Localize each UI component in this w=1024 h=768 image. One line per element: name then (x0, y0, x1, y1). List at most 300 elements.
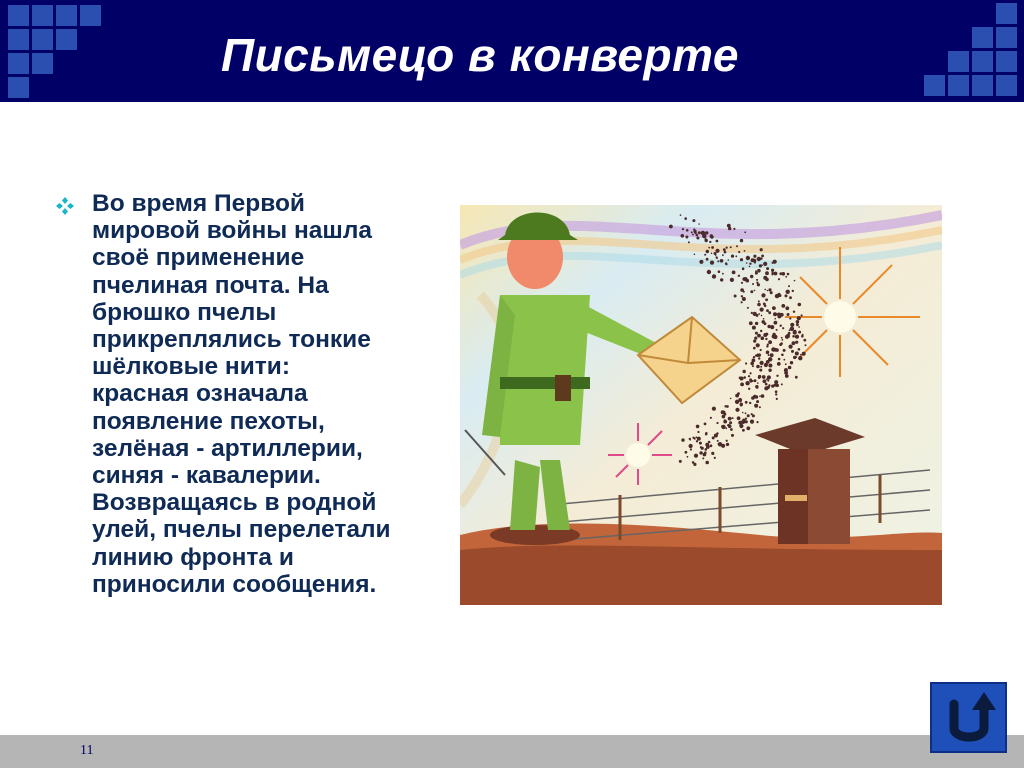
bee-dot (721, 410, 725, 414)
bee-dot (708, 247, 710, 249)
bee-dot (706, 258, 709, 261)
bee-dot (720, 259, 724, 263)
bee-dot (717, 260, 719, 262)
bee-dot (750, 362, 754, 366)
bee-dot (762, 320, 766, 324)
bee-dot (763, 318, 765, 320)
bee-dot (760, 361, 764, 365)
bee-dot (744, 250, 746, 252)
bee-dot (728, 227, 731, 230)
bee-dot (730, 278, 734, 282)
bee-dot (711, 452, 714, 455)
text-line: улей, пчелы перелетали (92, 516, 391, 544)
bee-dot (768, 288, 771, 291)
bee-dot (782, 339, 784, 341)
bee-dot (763, 333, 767, 337)
bee-dot (698, 231, 701, 234)
bee-dot (785, 363, 787, 365)
bee-dot (708, 441, 711, 444)
bee-dot (750, 275, 753, 278)
bee-dot (714, 457, 716, 459)
bee-dot (768, 384, 770, 386)
bee-dot (743, 376, 746, 379)
bee-dot (731, 434, 734, 437)
bee-dot (751, 312, 753, 314)
bee-dot (784, 371, 788, 375)
bee-dot (688, 241, 690, 243)
bee-dot (722, 415, 726, 419)
bee-dot (749, 266, 751, 268)
bee-dot (696, 234, 699, 237)
bee-dot (709, 241, 711, 243)
bee-dot (765, 271, 769, 275)
bee-dot (798, 303, 802, 307)
bee-dot (727, 424, 729, 426)
bee-dot (790, 327, 794, 331)
bee-dot (710, 261, 714, 265)
bee-dot (741, 301, 743, 303)
bee-dot (726, 247, 728, 249)
decor-tile (972, 51, 993, 72)
bee-dot (694, 254, 696, 256)
bee-dot (788, 332, 791, 335)
bee-dot (781, 304, 785, 308)
bee-dot (760, 349, 762, 351)
bee-dot (740, 258, 743, 261)
bee-dot (701, 231, 705, 235)
bee-dot (748, 375, 750, 377)
text-line: шёлковые нити: (92, 353, 291, 381)
bee-dot (753, 340, 756, 343)
bee-dot (755, 385, 758, 388)
bee-dot (790, 361, 793, 364)
bee-dot (694, 231, 697, 234)
bee-dot (692, 234, 694, 236)
bee-dot (758, 376, 761, 379)
bee-dot (778, 294, 781, 297)
bee-dot (787, 313, 790, 316)
bee-dot (783, 359, 785, 361)
decor-tile (996, 51, 1017, 72)
decor-tile (972, 75, 993, 96)
text-line: своё применение (92, 244, 305, 272)
text-line: прикреплялись тонкие (92, 326, 371, 354)
bee-dot (764, 386, 768, 390)
bee-dot (741, 282, 743, 284)
bee-dot (749, 263, 751, 265)
bee-dot (768, 354, 770, 356)
bee-dot (746, 426, 750, 430)
bee-dot (772, 333, 775, 336)
bee-dot (697, 431, 699, 433)
bee-dot (775, 390, 778, 393)
bee-dot (795, 352, 799, 356)
bee-dot (694, 454, 698, 458)
bee-dot (751, 413, 753, 415)
bee-dot (712, 436, 715, 439)
bee-dot (716, 422, 718, 424)
bee-dot (755, 270, 757, 272)
bee-dot (749, 321, 753, 325)
bee-dot (767, 379, 769, 381)
bee-dot (704, 423, 707, 426)
bee-dot (775, 382, 777, 384)
bee-dot (757, 269, 761, 273)
text-line: приносили сообщения. (92, 570, 377, 598)
bee-dot (742, 297, 746, 301)
bee-dot (740, 383, 744, 387)
bee-dot (761, 336, 765, 340)
bee-dot (792, 335, 795, 338)
bee-dot (706, 250, 709, 253)
bee-dot (768, 364, 772, 368)
bee-dot (764, 289, 766, 291)
bee-dot (766, 267, 769, 270)
bee-dot (791, 350, 794, 353)
bee-dot (798, 326, 800, 328)
bee-dot (768, 311, 771, 314)
bee-dot (749, 402, 751, 404)
bee-dot (758, 357, 760, 359)
bee-dot (745, 412, 747, 414)
bee-dot (692, 437, 694, 439)
bee-dot (679, 460, 682, 463)
bee-dot (792, 341, 796, 345)
bee-dot (771, 385, 774, 388)
bee-dot (714, 434, 718, 438)
bee-dot (761, 394, 765, 398)
bee-dot (798, 348, 801, 351)
bee-dot (761, 315, 763, 317)
bee-dot (737, 392, 740, 395)
bee-dot (732, 417, 734, 419)
bee-dot (704, 451, 707, 454)
bee-dot (690, 448, 692, 450)
bee-dot (711, 253, 713, 255)
bee-dot (771, 269, 774, 272)
bee-dot (803, 339, 806, 342)
bee-dot (778, 358, 781, 361)
bee-dot (779, 343, 782, 346)
bee-dot (768, 340, 772, 344)
bee-dot (696, 440, 698, 442)
bee-dot (795, 376, 798, 379)
bee-dot (757, 257, 761, 261)
bee-dot (697, 437, 701, 441)
bee-dot (728, 259, 730, 261)
bee-dot (681, 438, 684, 441)
bee-dot (756, 279, 758, 281)
bee-dot (772, 306, 776, 310)
bee-dot (766, 351, 770, 355)
bee-dot (696, 237, 699, 240)
bee-dot (781, 337, 783, 339)
bee-dot (759, 369, 762, 372)
bee-dot (716, 257, 718, 259)
bee-dot (699, 442, 702, 445)
bee-dot (756, 343, 760, 347)
bee-dot (767, 290, 769, 292)
bee-dot (705, 448, 708, 451)
bee-dot (730, 398, 732, 400)
bee-dot (756, 400, 759, 403)
bee-dot (789, 296, 792, 299)
bee-dot (712, 407, 716, 411)
bee-dot (773, 260, 777, 264)
decor-tile (8, 5, 29, 26)
bee-dot (685, 451, 688, 454)
bee-dot (695, 436, 697, 438)
bee-dot (752, 365, 754, 367)
four-diamond-bullet-icon (55, 196, 75, 216)
page-number: 11 (80, 743, 94, 758)
bee-dot (776, 375, 778, 377)
bee-dot (789, 317, 791, 319)
bee-dot (754, 404, 757, 407)
bee-dot (752, 283, 754, 285)
bee-dot (728, 417, 732, 421)
bee-dot (702, 457, 704, 459)
bee-dot (740, 404, 743, 407)
bee-dot (740, 401, 742, 403)
bee-dot (736, 245, 738, 247)
text-line: зелёная - артиллерии, (92, 434, 363, 462)
bee-dot (741, 295, 743, 297)
bee-dot (760, 330, 762, 332)
decor-tile (972, 27, 993, 48)
bee-dot (726, 440, 728, 442)
bee-dot (716, 240, 719, 243)
bee-dot (772, 274, 774, 276)
bee-dot (740, 377, 744, 381)
bee-dot (721, 425, 725, 429)
text-line: Во время Первой (92, 190, 305, 217)
bee-dot (723, 420, 727, 424)
bee-dot (760, 366, 762, 368)
bee-dot (698, 223, 700, 225)
bee-dot (759, 406, 761, 408)
bee-dot (758, 300, 760, 302)
bee-dot (756, 314, 759, 317)
bee-dot (781, 383, 783, 385)
bee-dot (742, 429, 745, 432)
bee-dot (755, 332, 758, 335)
text-line: линию фронта и (92, 543, 294, 571)
bee-dot (761, 264, 763, 266)
bee-dot (787, 273, 790, 276)
bee-dot (745, 401, 748, 404)
bee-dot (715, 249, 719, 253)
bee-dot (802, 352, 806, 356)
bee-dot (718, 270, 721, 273)
bee-dot (681, 234, 685, 238)
bee-dot (700, 446, 702, 448)
bee-dot (740, 288, 744, 292)
bee-dot (733, 228, 735, 230)
bee-dot (760, 248, 763, 251)
bee-dot (735, 255, 737, 257)
bee-dot (705, 231, 708, 234)
bee-dot (775, 393, 777, 395)
bee-dot (770, 353, 774, 357)
bee-dot (764, 305, 767, 308)
bee-dot (760, 308, 764, 312)
bee-dot (778, 278, 780, 280)
bee-dot (750, 290, 753, 293)
bee-dot (750, 372, 752, 374)
bee-dot (748, 388, 750, 390)
bee-dot (796, 320, 800, 324)
bee-dot (742, 269, 744, 271)
bee-dot (689, 444, 693, 448)
bee-dot (746, 256, 750, 260)
bee-dot (793, 311, 795, 313)
bee-dot (744, 231, 746, 233)
bee-dot (711, 246, 714, 249)
bee-dot (745, 381, 749, 385)
bee-dot (753, 356, 755, 358)
text-line: брюшко пчелы (92, 298, 277, 326)
decor-tile (996, 75, 1017, 96)
bee-dot (725, 262, 727, 264)
bee-dot (782, 327, 784, 329)
bee-dot (805, 344, 807, 346)
bee-dot (801, 314, 803, 316)
bee-dot (734, 295, 737, 298)
bee-dot (774, 321, 778, 325)
bee-dot (767, 375, 771, 379)
bee-dot (793, 356, 796, 359)
bee-dot (710, 235, 712, 237)
bee-dot (722, 273, 724, 275)
text-line: появление пехоты, (92, 407, 325, 435)
bee-dot (802, 334, 804, 336)
bee-dot (758, 353, 761, 356)
bee-dot (793, 330, 797, 334)
bee-dot (756, 365, 760, 369)
bee-dot (752, 326, 756, 330)
bee-dot (765, 338, 767, 340)
bee-dot (731, 255, 734, 258)
bee-dot (742, 419, 745, 422)
bee-dot (753, 395, 756, 398)
bee-dot (779, 272, 782, 275)
bee-dot (788, 285, 790, 287)
bee-dot (767, 325, 770, 328)
bee-dot (680, 214, 682, 216)
bee-dot (761, 255, 764, 258)
bee-dot (705, 461, 709, 465)
bee-dot (684, 217, 687, 220)
bee-dot (785, 294, 788, 297)
bee-dot (753, 255, 756, 258)
bee-dot (754, 290, 756, 292)
bee-dot (685, 236, 688, 239)
bee-dot (783, 349, 786, 352)
bee-dot (721, 444, 725, 448)
bee-dot (692, 219, 695, 222)
text-line: красная означала (92, 380, 308, 408)
bee-dot (777, 362, 781, 366)
bee-dot (770, 291, 773, 294)
bee-dot (786, 368, 788, 370)
bee-dot (795, 335, 799, 339)
bee-dot (687, 456, 689, 458)
decor-tile (32, 5, 53, 26)
bee-dot (738, 275, 740, 277)
bee-dot (763, 262, 767, 266)
bee-dot (710, 444, 713, 447)
bee-dot (785, 374, 789, 378)
bee-dot (754, 379, 757, 382)
bee-dot (768, 369, 771, 372)
bee-dot (798, 356, 802, 360)
bee-dot (786, 290, 790, 294)
bee-dot (735, 408, 739, 412)
bee-dot (686, 229, 689, 232)
bee-dot (743, 277, 747, 281)
bee-dot (785, 276, 787, 278)
bee-dot (790, 323, 794, 327)
bee-dot (742, 412, 744, 414)
bee-dot (763, 379, 767, 383)
bee-dot (710, 417, 712, 419)
bee-dot (691, 232, 693, 234)
bee-dot (722, 254, 724, 256)
decor-tile (996, 27, 1017, 48)
bee-dot (749, 378, 752, 381)
bee-dot (707, 270, 711, 274)
back-button[interactable] (930, 682, 1007, 753)
text-line: Возвращаясь в родной (92, 489, 377, 517)
bee-dot (727, 224, 731, 228)
bee-dot (776, 329, 778, 331)
bee-dot (780, 325, 782, 327)
bee-dot (729, 421, 732, 424)
bee-dot (714, 252, 717, 255)
bee-dot (756, 421, 758, 423)
bee-dot (765, 298, 768, 301)
bee-dot (723, 248, 726, 251)
bee-dot (759, 395, 761, 397)
bee-dot (726, 405, 729, 408)
bee-dot (800, 354, 802, 356)
bee-dot (765, 383, 768, 386)
bee-dot (757, 283, 760, 286)
bee-dot (774, 318, 776, 320)
bee-dot (794, 280, 796, 282)
bee-dot (753, 347, 756, 350)
bee-dot (740, 239, 743, 242)
text-line: мировой войны нашла (92, 217, 373, 245)
bee-dot (753, 260, 756, 263)
bee-dot (747, 307, 749, 309)
bee-dot (761, 293, 765, 297)
bee-dot (712, 274, 716, 278)
bee-dot (785, 335, 789, 339)
bee-dot (773, 312, 777, 316)
bee-dot (797, 316, 801, 320)
bee-dot (766, 309, 769, 312)
bee-dot (682, 228, 684, 230)
bee-dot (796, 323, 799, 326)
bee-dot (766, 345, 768, 347)
footer-bar (0, 735, 1024, 768)
bee-dot (690, 439, 692, 441)
bee-dot (696, 425, 700, 429)
bee-dot (669, 225, 673, 229)
bee-dot (762, 375, 766, 379)
